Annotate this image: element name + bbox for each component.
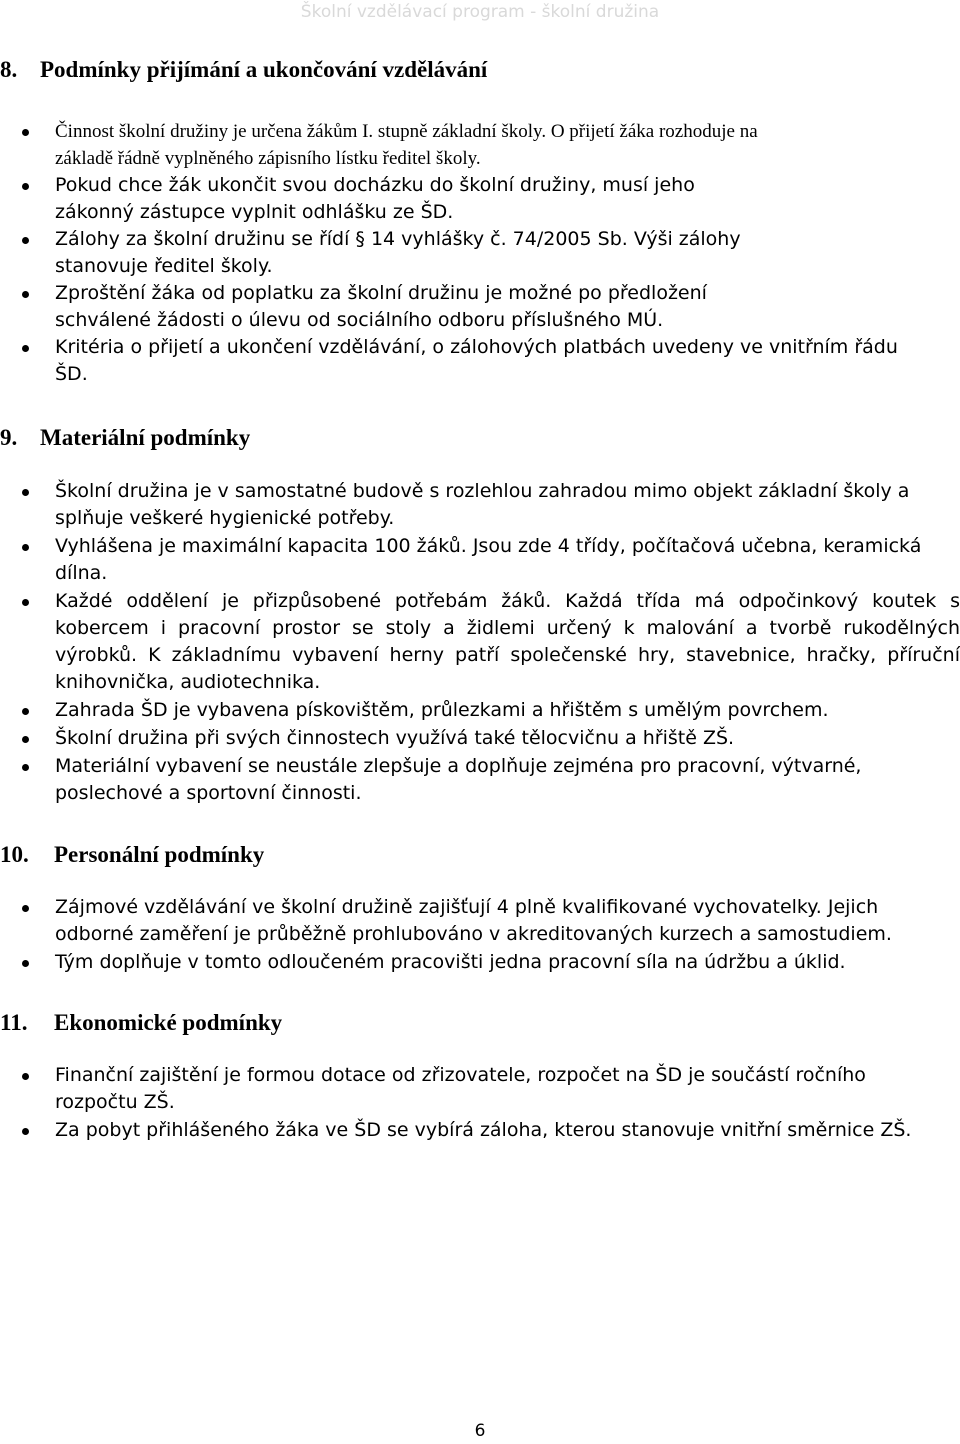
section-10-list xyxy=(0,894,960,977)
page-number: 6 xyxy=(474,1421,486,1441)
list-item: Kritéria o přijetí a ukončení vzdělávání, o zálohových platbách uvedeny ve vnitřním řádu ŠD. xyxy=(0,334,915,388)
section-heading-8 xyxy=(0,57,487,83)
list-item: Školní družina je v samostatné budově s rozlehlou zahradou mimo objekt základní školy a splňuje veškeré hygienické potřeby. xyxy=(0,478,960,532)
section-9-list xyxy=(0,478,960,808)
section-heading-9 xyxy=(0,425,250,451)
section-title: Personální podmínky xyxy=(54,842,265,867)
list-item: Pokud chce žák ukončit svou docházku do školní družiny, musí jeho zákonný zástupce vyplnit odhlášku ze ŠD. xyxy=(0,172,715,226)
list-item: Zálohy za školní družinu se řídí § 14 vyhlášky č. 74/2005 Sb. Výši zálohy stanovuje ředitel školy. xyxy=(0,226,755,280)
list-item: Školní družina při svých činnostech využívá také tělocvičnu a hřiště ZŠ. xyxy=(0,725,960,752)
page-header: Školní vzdělávací program - školní družina xyxy=(300,2,660,22)
list-item: Činnost školní družiny je určena žákům I. stupně základní školy. O přijetí žáka rozhoduje na základě řádně vyplněného zápisního lístku ředitel školy. xyxy=(0,118,760,172)
list-item: Zájmové vzdělávání ve školní družině zajišťují 4 plně kvalifikované vychovatelky. Jejich odborné zaměření je průběžně prohlubováno v akreditovaných kurzech a samostudiem. xyxy=(0,894,960,948)
list-item: Každé oddělení je přizpůsobené potřebám žáků. Každá třída má odpočinkový koutek s kobercem i pracovní prostor se stoly a židlemi určený k malování a tvorbě rukodělných výrobků. K základnímu vybavení herny patří společenské hry, stavebnice, hračky, příruční knihovnička, audiotechnika. xyxy=(0,588,960,696)
section-8-list xyxy=(0,118,898,388)
list-item: Tým doplňuje v tomto odloučeném pracovišti jedna pracovní síla na údržbu a úklid. xyxy=(0,949,960,976)
list-item: Zproštění žáka od poplatku za školní družinu je možné po předložení schválené žádosti o úlevu od sociálního odboru příslušného MÚ. xyxy=(0,280,735,334)
section-number: 9. xyxy=(0,425,18,450)
section-number: 11. xyxy=(0,1010,28,1035)
list-item: Zahrada ŠD je vybavena pískovištěm, průlezkami a hřištěm s umělým povrchem. xyxy=(0,697,960,724)
list-item: Materiální vybavení se neustále zlepšuje a doplňuje zejména pro pracovní, výtvarné, poslechové a sportovní činnosti. xyxy=(0,753,960,807)
section-title: Podmínky přijímání a ukončování vzdělávání xyxy=(40,57,488,82)
section-number: 8. xyxy=(0,57,18,82)
section-heading-11 xyxy=(0,1010,282,1036)
list-item: Za pobyt přihlášeného žáka ve ŠD se vybírá záloha, kterou stanovuje vnitřní směrnice ZŠ. xyxy=(0,1117,920,1144)
section-title: Materiální podmínky xyxy=(40,425,251,450)
section-11-list xyxy=(0,1062,920,1145)
list-item: Finanční zajištění je formou dotace od zřizovatele, rozpočet na ŠD je součástí ročního rozpočtu ZŠ. xyxy=(0,1062,920,1116)
section-number: 10. xyxy=(0,842,29,867)
section-title: Ekonomické podmínky xyxy=(54,1010,283,1035)
section-heading-10 xyxy=(0,842,264,868)
list-item: Vyhlášena je maximální kapacita 100 žáků. Jsou zde 4 třídy, počítačová učebna, keramická dílna. xyxy=(0,533,960,587)
